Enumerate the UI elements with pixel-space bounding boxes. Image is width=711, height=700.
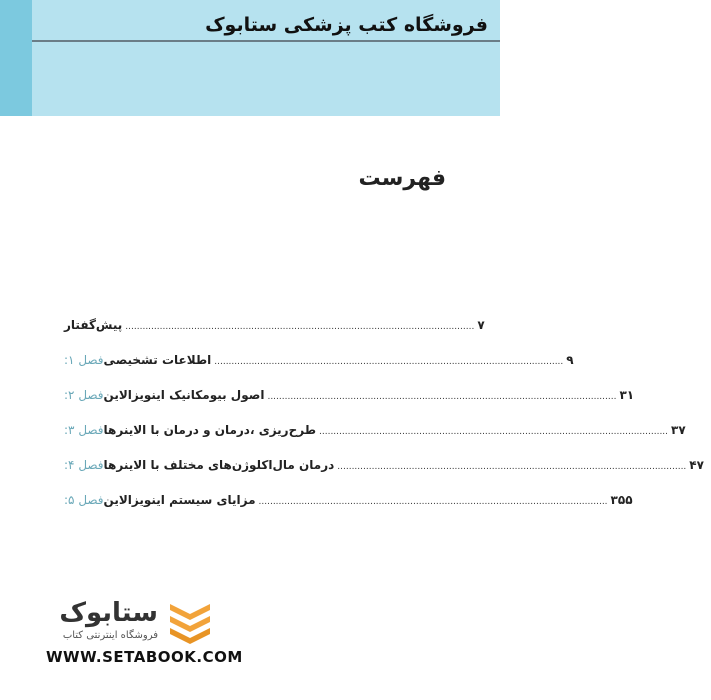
header-accent-strip xyxy=(0,0,32,116)
site-url[interactable]: WWW.SETABOOK.COM xyxy=(46,648,243,666)
toc-row[interactable] xyxy=(60,388,635,423)
toc-page-number: ۷ xyxy=(477,318,485,332)
toc-title: اصول بیومکانیک اینویزالاین xyxy=(103,388,265,402)
toc-leader-dots: .......................................................................................................................... xyxy=(319,427,669,437)
toc-page-number: ۹ xyxy=(566,353,574,367)
toc-row[interactable] xyxy=(60,458,704,493)
toc-title: پیش‌گفتار xyxy=(64,318,123,332)
toc-chapter-label: فصل ۵: xyxy=(64,493,104,507)
toc-chapter-label: فصل ۳: xyxy=(64,423,104,437)
toc-leader-dots: .......................................................................................................................... xyxy=(258,497,608,507)
toc-chapter-label: فصل ۲: xyxy=(64,388,104,402)
toc-row[interactable] xyxy=(60,493,633,528)
setabook-logo xyxy=(40,598,220,646)
store-title: فروشگاه کتب پزشکی ستابوک xyxy=(205,14,488,36)
toc-title: اطلاعات تشخیصی xyxy=(103,353,212,367)
toc-row[interactable] xyxy=(60,353,574,388)
toc-chapter-label: فصل ۱: xyxy=(64,353,104,367)
toc-chapter-label: فصل ۴: xyxy=(64,458,104,472)
logo-name: ستابوک xyxy=(59,598,158,628)
table-of-contents xyxy=(60,318,704,528)
toc-title: درمان مال‌اکلوژن‌های مختلف با الاینرها xyxy=(103,458,335,472)
toc-row[interactable] xyxy=(60,423,686,458)
toc-leader-dots: .......................................................................................................................... xyxy=(337,462,687,472)
header-divider xyxy=(32,40,500,42)
toc-page-number: ۴۷ xyxy=(689,458,704,472)
toc-leader-dots: .......................................................................................................................... xyxy=(125,322,475,332)
toc-title: طرح‌ریزی ،درمان و درمان با الاینرها xyxy=(103,423,316,437)
toc-title: مزایای سیستم اینویزالاین xyxy=(103,493,256,507)
toc-page-number: ۳۱ xyxy=(619,388,635,402)
toc-page-number: ۳۷ xyxy=(671,423,686,437)
toc-page-number: ۳۵۵ xyxy=(610,493,633,507)
book-stack-icon xyxy=(168,600,212,644)
toc-row[interactable] xyxy=(60,318,485,353)
logo-tagline: فروشگاه اینترنتی کتاب xyxy=(62,630,158,641)
toc-leader-dots: .......................................................................................................................... xyxy=(214,357,564,367)
toc-leader-dots: .......................................................................................................................... xyxy=(267,392,617,402)
toc-heading: فهرست xyxy=(358,166,446,191)
